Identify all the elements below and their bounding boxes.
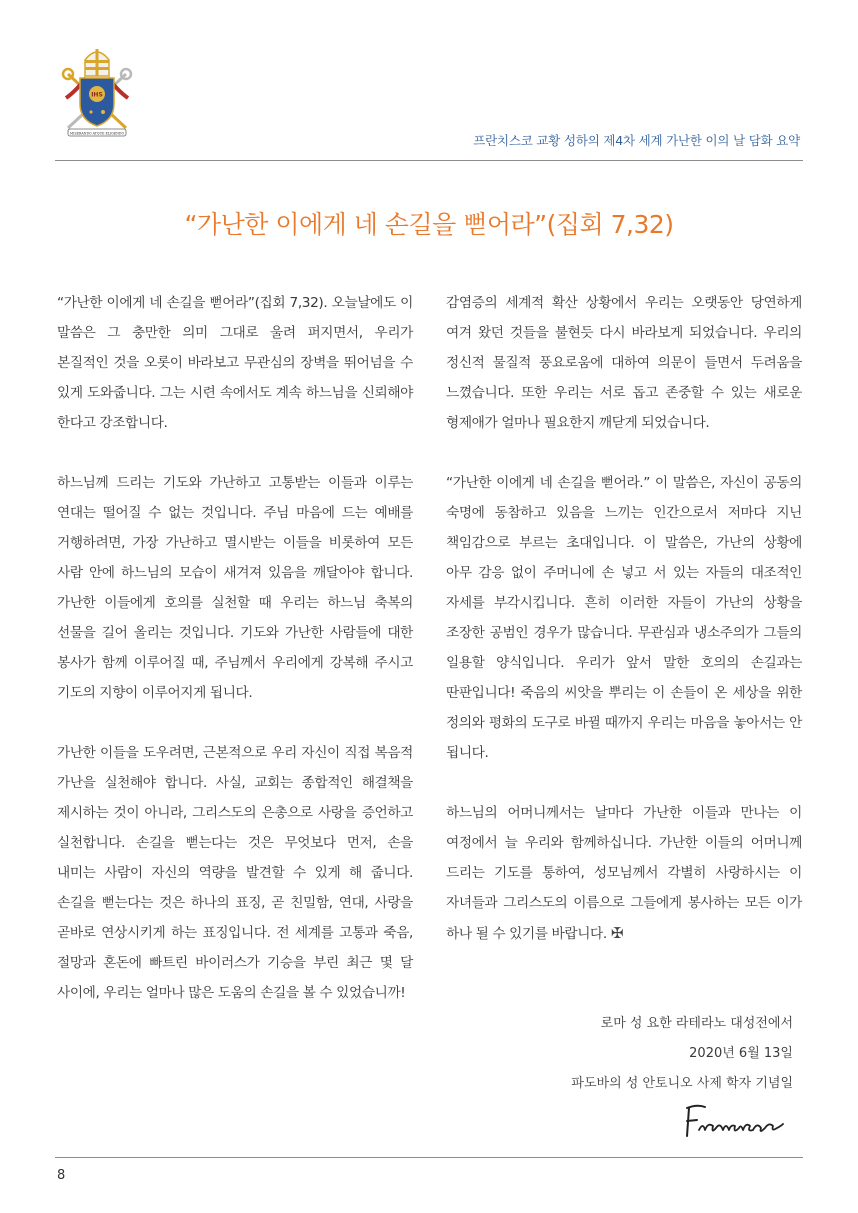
header-divider (55, 160, 803, 161)
closing-feast: 파도바의 성 안토니오 사제 학자 기념일 (571, 1076, 793, 1091)
footer-divider (55, 1157, 803, 1158)
page-title: “가난한 이에게 네 손길을 뻗어라”(집회 7,32) (184, 210, 674, 239)
final-paragraph-text: 하느님의 어머니께서는 날마다 가난한 이들과 만나는 이 여정에서 늘 우리와 함께하십니다. 가난한 이들의 어머니께 드리는 기도를 통하여, 성모님께서 각별히 사랑하시는 이 자녀들과 그리스도의 이름으로 그들에게 봉사하는 모든 이가 하나 될 수 있기를 바랍니다. (446, 805, 802, 942)
body-paragraph-final (446, 798, 802, 949)
closing-place: 로마 성 요한 라테라노 대성전에서 (600, 1016, 793, 1031)
page-number: 8 (57, 1168, 66, 1183)
coat-of-arms-logo (56, 44, 138, 140)
closing-date: 2020년 6월 13일 (689, 1046, 793, 1061)
svg-text:IHS: IHS (91, 91, 103, 99)
mitre-icon (85, 49, 109, 76)
body-column-left (57, 288, 413, 1038)
cross-end-mark-icon: ✠ (610, 924, 623, 942)
body-paragraph: “가난한 이에게 네 손길을 뻗어라.” 이 말씀은, 자신이 공동의 숙명에 동참하고 있음을 느끼는 인간으로서 저마다 지닌 책임감으로 부르는 초대입니다. 이 말씀은, 가난의 상황에 아무 감응 없이 주머니에 손 넣고 서 있는 자들의 대조적인 자세를 부각시킵니다. 흔히 이러한 자들이 가난의 상황을 조장한 공범인 경우가 많습니다. 무관심과 냉소주의가 그들의 일용할 양식입니다. 우리가 앞서 말한 호의의 손길과는 딴판입니다! 죽음의 씨앗을 뿌리는 이 손들이 온 세상을 위한 정의와 평화의 도구로 바뀔 때까지 우리는 마음을 놓아서는 안 됩니다. (446, 475, 802, 761)
body-paragraph: 감염증의 세계적 확산 상황에서 우리는 오랫동안 당연하게 여겨 왔던 것들을 불현듯 다시 바라보게 되었습니다. 우리의 정신적 물질적 풍요로움에 대하여 의문이 들면서 두려움을 느꼈습니다. 또한 우리는 서로 돕고 존중할 수 있는 새로운 형제애가 얼마나 필요한지 깨닫게 되었습니다. (446, 295, 802, 431)
svg-text:MISERANDO ATQUE ELIGENDO: MISERANDO ATQUE ELIGENDO (69, 131, 125, 136)
body-paragraph: 하느님께 드리는 기도와 가난하고 고통받는 이들과 이루는 연대는 떨어질 수 없는 것입니다. 주님 마음에 드는 예배를 거행하려면, 가장 가난하고 멸시받는 이들을 비롯하여 모든 사람 안에 하느님의 모습이 새겨져 있음을 깨달아야 합니다. 가난한 이들에게 호의를 실천할 때 우리는 하느님 축복의 선물을 길어 올리는 것입니다. 기도와 가난한 사람들에 대한 봉사가 함께 이루어질 때, 주님께서 우리에게 강복해 주시고 기도의 지향이 이루어지게 됩니다. (57, 475, 413, 701)
body-paragraph: 가난한 이들을 도우려면, 근본적으로 우리 자신이 직접 복음적 가난을 실천해야 합니다. 사실, 교회는 종합적인 해결책을 제시하는 것이 아니라, 그리스도의 은총으로 사랑을 증언하고 실천합니다. 손길을 뻗는다는 것은 무엇보다 먼저, 손을 내미는 사람이 자신의 역량을 발견할 수 있게 해 줍니다. 손길을 뻗는다는 것은 하나의 표징, 곧 친밀함, 연대, 사랑을 곧바로 연상시키게 하는 표징입니다. 전 세계를 고통과 죽음, 절망과 혼돈에 빠트린 바이러스가 기승을 부린 최근 몇 달 사이에, 우리는 얼마나 많은 도움의 손길을 볼 수 있었습니까! (57, 745, 413, 1001)
body-column-right (446, 288, 802, 979)
handwritten-signature-icon (683, 1100, 787, 1144)
shield-icon (80, 78, 114, 126)
body-paragraph: “가난한 이에게 네 손길을 뻗어라”(집회 7,32). 오늘날에도 이 말씀은 그 충만한 의미 그대로 울려 퍼지면서, 우리가 본질적인 것을 오롯이 바라보고 무관심의 장벽을 뛰어넘을 수 있게 도와줍니다. 그는 시련 속에서도 계속 하느님을 신뢰해야 한다고 강조합니다. (57, 295, 413, 431)
header-title: 프란치스코 교황 성하의 제4차 세계 가난한 이의 날 담화 요약 (473, 133, 800, 148)
